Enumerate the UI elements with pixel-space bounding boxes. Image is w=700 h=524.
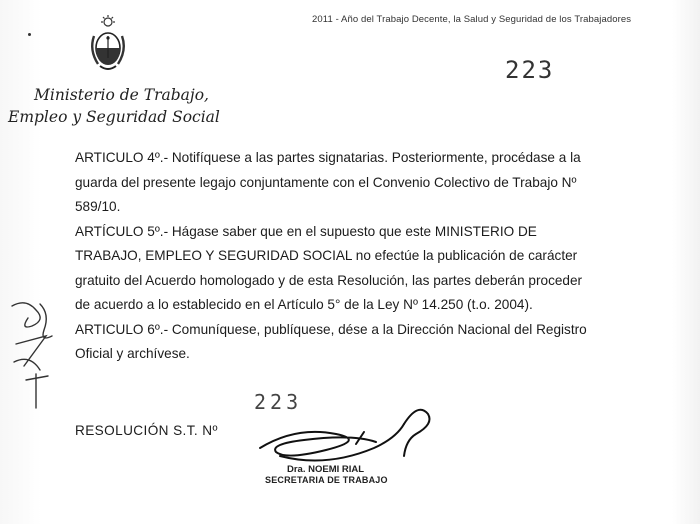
- year-motto: 2011 - Año del Trabajo Decente, la Salud y Seguridad de los Trabajadores: [312, 14, 632, 25]
- article-5-line-3: gratuito del Acuerdo homologado y de esta Resolución, las partes deberán proceder: [75, 272, 583, 288]
- article-5-line-4: de acuerdo a lo establecido en el Artículo 5° de la Ley Nº 14.250 (t.o. 2004).: [75, 297, 533, 312]
- ministry-line-1: Ministerio de Trabajo,: [34, 86, 209, 104]
- article-6-line-2: Oficial y archívese.: [75, 346, 190, 361]
- resolution-number-handwritten: 223: [254, 390, 303, 414]
- article-4-line-1: ARTICULO 4º.- Notifíquese a las partes signatarias. Posteriormente, procédase a la: [75, 150, 581, 165]
- signer-name: Dra. NOEMI RIAL: [287, 464, 365, 475]
- article-5-line-1: ARTÍCULO 5º.- Hágase saber que en el supuesto que este MINISTERIO DE: [75, 223, 537, 239]
- article-5-line-2: TRABAJO, EMPLEO Y SEGURIDAD SOCIAL no efectúe la publicación de carácter: [75, 248, 578, 263]
- article-4-line-2: guarda del presente legajo conjuntamente con el Convenio Colectivo de Trabajo Nº: [75, 174, 577, 190]
- resolution-number-stamp: 223: [505, 56, 555, 84]
- margin-dot: [28, 33, 31, 36]
- article-4-line-3: 589/10.: [75, 199, 121, 214]
- document-body: [75, 146, 700, 367]
- signer-title: SECRETARIA DE TRABAJO: [265, 475, 388, 485]
- ministry-line-2: Empleo y Seguridad Social: [8, 108, 220, 126]
- ministry-name: [8, 84, 238, 128]
- national-coat-of-arms-icon: [86, 14, 130, 78]
- resolution-label: RESOLUCIÓN S.T. Nº: [75, 423, 218, 438]
- article-6-line-1: ARTICULO 6º.- Comuníquese, publíquese, dése a la Dirección Nacional del Registro: [75, 321, 587, 337]
- margin-initials-scribble-icon: [6, 296, 62, 414]
